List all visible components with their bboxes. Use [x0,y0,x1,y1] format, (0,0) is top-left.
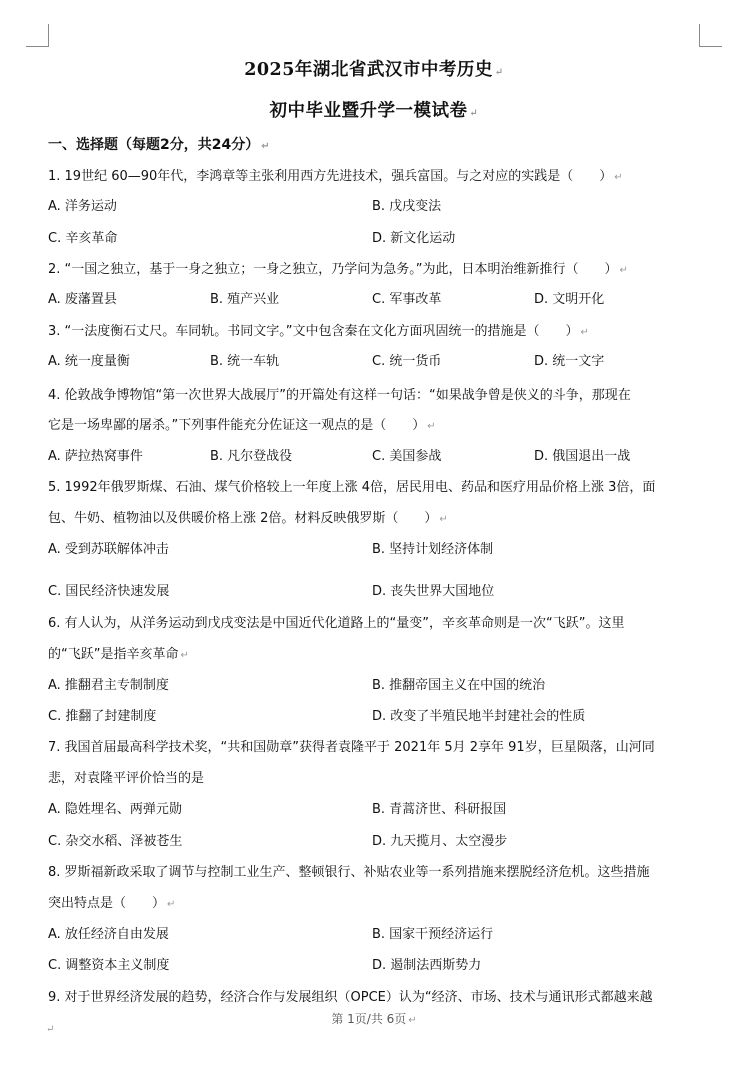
question-2-stem: 2. “一国之独立，基于一身之独立；一身之独立，乃学问为急务。”为此，日本明治维新推行（ ） ↵ [48,262,628,277]
paragraph-mark-icon: ↵ [261,141,270,152]
question-5-stem-line2: 包、牛奶、植物油以及供暖价格上涨 2倍。材料反映俄罗斯（ ） ↵ [48,511,448,526]
paragraph-mark-icon: ↵ [619,265,628,276]
paragraph-mark-icon: ↵ [167,899,176,910]
section-heading: 一、选择题（每题2分，共24分） ↵ [48,137,270,153]
question-5-option-c: C. 国民经济快速发展 [48,584,170,599]
question-3-option-a: A. 统一度量衡 [48,354,130,369]
paragraph-mark-icon: ↵ [469,108,479,119]
question-7-stem-line2: 悲，对袁隆平评价恰当的是 [48,771,205,786]
question-2-option-a: A. 废藩置县 [48,292,117,307]
paragraph-mark-icon: ↵ [439,514,448,525]
question-8-stem-line1: 8. 罗斯福新政采取了调节与控制工业生产、整顿银行、补贴农业等一系列措施来摆脱经济危机。这些措施 [48,865,650,880]
question-5-option-d: D. 丧失世界大国地位 [372,584,495,599]
paragraph-mark-icon: ↵ [614,172,623,183]
question-2-option-b: B. 殖产兴业 [210,292,280,307]
question-1-option-b: B. 戊戌变法 [372,199,442,214]
question-6-stem-line1: 6. 有人认为，从洋务运动到戊戌变法是中国近代化道路上的“量变”，辛亥革命则是一次“飞跃”。这里 [48,616,625,631]
question-8-stem-line2: 突出特点是（ ） ↵ [48,896,176,911]
question-5-stem-line1: 5. 1992年俄罗斯煤、石油、煤气价格较上一年度上涨 4倍，居民用电、药品和医疗用品价格上涨 3倍，面 [48,480,656,495]
question-4-stem-line2: 它是一场卑鄙的屠杀。”下列事件能充分佐证这一观点的是（ ） ↵ [48,418,436,433]
question-6-option-a: A. 推翻君主专制制度 [48,678,169,693]
question-7-option-d: D. 九天揽月、太空漫步 [372,834,508,849]
question-3-stem: 3. “一法度衡石丈尺。车同轨。书同文字。”文中包含秦在文化方面巩固统一的措施是（ ） ↵ [48,324,589,339]
question-3-option-c: C. 统一货币 [372,354,442,369]
paragraph-mark-icon: ↵ [494,67,504,78]
question-7-option-b: B. 青蒿济世、科研报国 [372,802,507,817]
paragraph-mark-icon: ↵ [580,327,589,338]
paragraph-mark-icon: ↵ [427,421,436,432]
question-4-stem-line1: 4. 伦敦战争博物馆“第一次世界大战展厅”的开篇处有这样一句话：“如果战争曾是侠义的斗争，那现在 [48,388,631,403]
question-1-option-d: D. 新文化运动 [372,231,456,246]
question-8-option-b: B. 国家干预经济运行 [372,927,494,942]
question-1-option-c: C. 辛亥革命 [48,231,118,246]
question-6-option-b: B. 推翻帝国主义在中国的统治 [372,678,546,693]
question-4-option-d: D. 俄国退出一战 [534,449,631,464]
question-1-option-a: A. 洋务运动 [48,199,117,214]
question-4-option-c: C. 美国参战 [372,449,442,464]
question-8-option-c: C. 调整资本主义制度 [48,958,170,973]
exam-title-line1: 2025年湖北省武汉市中考历史 ↵ [244,60,504,80]
question-8-option-d: D. 遏制法西斯势力 [372,958,482,973]
page-corner-mark-top-right [699,24,722,47]
page-footer: 第 1页/共 6页 ↵ [331,1012,417,1026]
question-5-option-a: A. 受到苏联解体冲击 [48,542,169,557]
question-4-option-b: B. 凡尔登战役 [210,449,293,464]
question-2-option-c: C. 军事改革 [372,292,442,307]
paragraph-mark-icon: ↵ [46,1024,55,1035]
question-6-stem-line2: 的“飞跃”是指辛亥革命 ↵ [48,647,189,662]
question-5-option-b: B. 坚持计划经济体制 [372,542,494,557]
question-2-option-d: D. 文明开化 [534,292,605,307]
paragraph-mark-icon: ↵ [180,650,189,661]
question-3-option-d: D. 统一文字 [534,354,605,369]
question-1-stem: 1. 19世纪 60—90年代，李鸿章等主张利用西方先进技术，强兵富国。与之对应的实践是（ ） ↵ [48,169,623,184]
question-4-option-a: A. 萨拉热窝事件 [48,449,143,464]
question-7-option-c: C. 杂交水稻、泽被苍生 [48,834,183,849]
question-9-stem-line1: 9. 对于世界经济发展的趋势，经济合作与发展组织（OPCE）认为“经济、市场、技术与通讯形式都越来越 [48,990,653,1005]
question-7-option-a: A. 隐姓埋名、两弹元勋 [48,802,182,817]
paragraph-mark-icon: ↵ [408,1015,417,1026]
question-6-option-d: D. 改变了半殖民地半封建社会的性质 [372,709,586,724]
question-3-option-b: B. 统一车轨 [210,354,280,369]
question-7-stem-line1: 7. 我国首届最高科学技术奖，“共和国勋章”获得者袁隆平于 2021年 5月 2享年 91岁，巨星陨落，山河同 [48,740,655,755]
exam-title-line2: 初中毕业暨升学一模试卷 ↵ [269,101,479,121]
page-corner-mark-top-left [26,24,49,47]
question-6-option-c: C. 推翻了封建制度 [48,709,157,724]
question-8-option-a: A. 放任经济自由发展 [48,927,169,942]
